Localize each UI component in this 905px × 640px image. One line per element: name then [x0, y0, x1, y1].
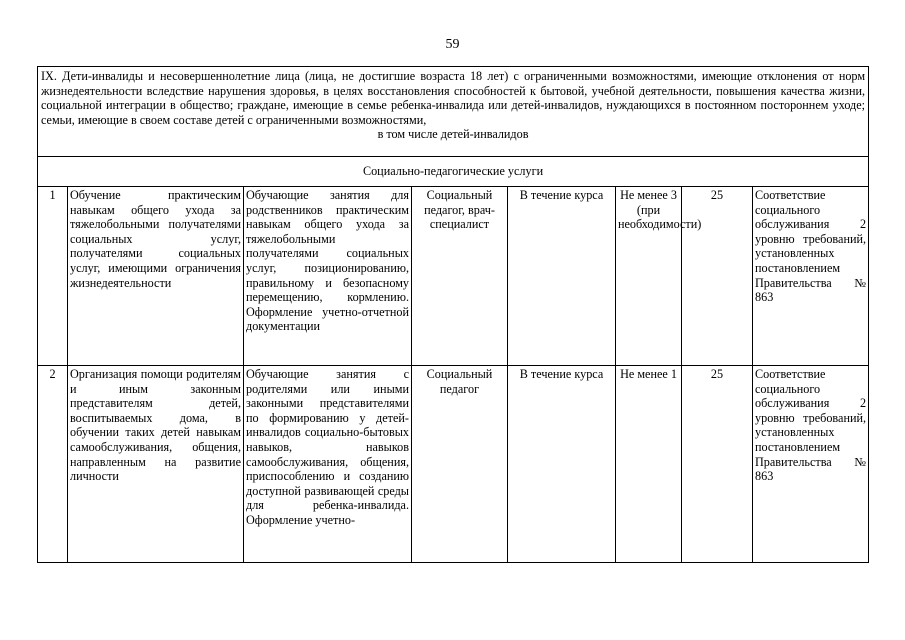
row-number: 2: [38, 366, 68, 563]
service-norm: 25: [682, 187, 753, 366]
service-quality: Соответствие социального обслуживания 2 уровню требований, установленных постановлением Правительства № 863: [753, 366, 869, 563]
service-term: В течение курса: [508, 187, 616, 366]
service-count: Не менее 3 (при необходимости): [616, 187, 682, 366]
section-title: [38, 67, 869, 157]
service-description: Обучающие занятия с родителями или иными законными представителями по формированию у детей-инвалидов социально-бытовых навыков, навыков самообслуживания, общения, приспособлению и созданию доступной развивающей среды для ребенка-инвалида. Оформление учетно-: [244, 366, 412, 563]
service-name: Организация помощи родителям и иным законным представителям детей, воспитываемых дома, в обучении таких детей навыкам самообслуживания, общения, направленным на развитие личности: [68, 366, 244, 563]
section-header-row: [38, 67, 869, 157]
row-number: 1: [38, 187, 68, 366]
subheading: Социально-педагогические услуги: [38, 157, 869, 187]
service-performer: Социальный педагог: [412, 366, 508, 563]
service-count: Не менее 1: [616, 366, 682, 563]
service-performer: Социальный педагог, врач-специалист: [412, 187, 508, 366]
service-norm: 25: [682, 366, 753, 563]
subheading-row: [38, 157, 869, 187]
service-quality: Соответствие социального обслуживания 2 уровню требований, установленных постановлением Правительства № 863: [753, 187, 869, 366]
section-title-last-line: в том числе детей-инвалидов: [377, 127, 529, 142]
page-number: 59: [445, 37, 460, 52]
section-title-text: IX. Дети-инвалиды и несовершеннолетние лица (лица, не достигшие возраста 18 лет) с ограниченными возможностями, имеющие отклонения от норм жизнедеятельности вследствие нарушения здоровья, в целях восстановления способностей к бытовой, учебной деятельности, повышения качества жизни, социальной интеграции в общество; граждане, имеющие в семье ребенка-инвалида или детей-инвалидов, нуждающихся в постоянном постороннем уходе; семьи, имеющие в своем составе детей с ограниченными возможностями,: [41, 69, 866, 127]
service-description: Обучающие занятия для родственников практическим навыкам общего ухода за тяжелобольными получателями социальных услуг, позиционированию, правильному и безопасному перемещению, кормлению. Оформление учетно-отчетной документации: [244, 187, 412, 366]
services-table: [37, 66, 869, 563]
table-row: [38, 366, 869, 563]
table-row: [38, 187, 869, 366]
service-name: Обучение практическим навыкам общего ухода за тяжелобольными получателями социальных услуг, получателями социальных услуг, имеющими ограничения жизнедеятельности: [68, 187, 244, 366]
service-term: В течение курса: [508, 366, 616, 563]
